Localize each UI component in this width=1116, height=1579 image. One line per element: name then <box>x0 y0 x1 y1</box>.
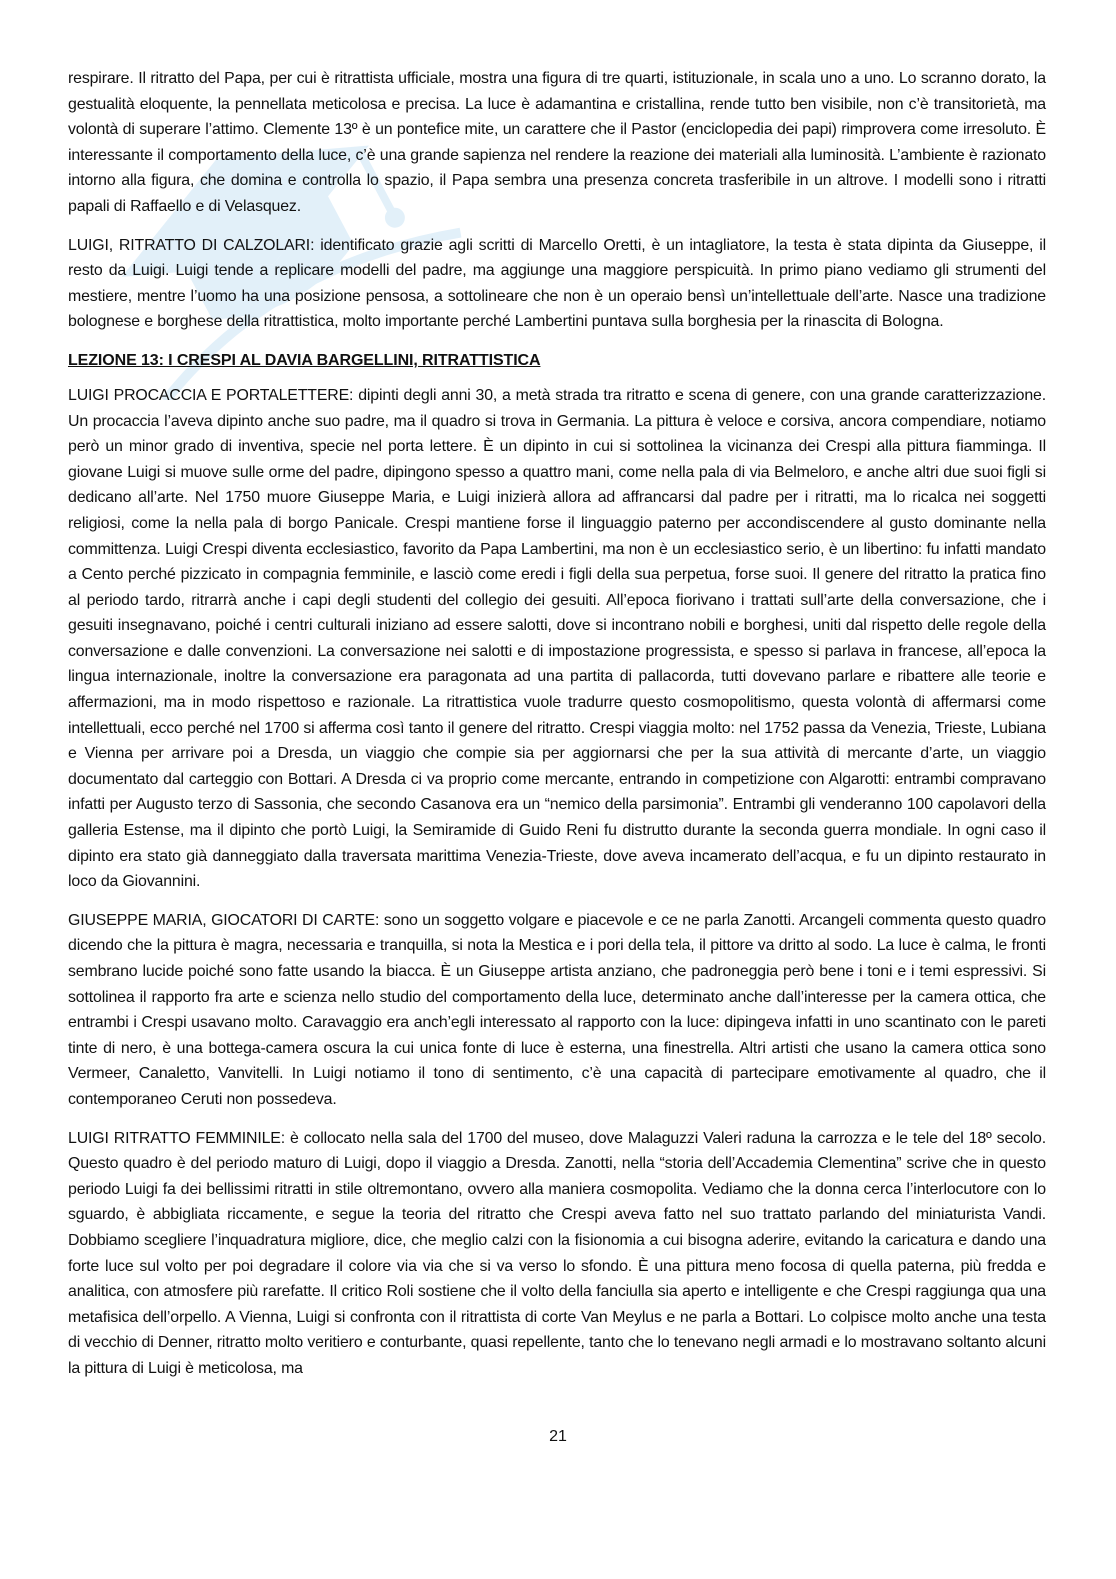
paragraph-procaccia-portalettere: LUIGI PROCACCIA E PORTALETTERE: dipinti degli anni 30, a metà strada tra ritratto e scena di genere, con una grande caratterizzazione. Un procaccia l’aveva dipinto anche suo padre, ma il quadro si trova in Germania. La pittura è veloce e corsiva, ancora compendiare, notiamo però un minor grado di inventiva, specie nel porta lettere. È un dipinto in cui si sottolinea la vicinanza dei Crespi alla pittura fiamminga. Il giovane Luigi si muove sulle orme del padre, dipingono spesso a quattro mani, come nella pala di via Belmeloro, e anche altri due suoi figli si dedicano all’arte. Nel 1750 muore Giuseppe Maria, e Luigi inizierà allora ad affrancarsi dal padre per i ritratti, ma lo ricalca nei soggetti religiosi, come la nella pala di borgo Panicale. Crespi mantiene forse il linguaggio paterno per accondiscendere al gusto dominante nella committenza. Luigi Crespi diventa ecclesiastico, favorito da Papa Lambertini, ma non è un ecclesiastico serio, è un libertino: fu infatti mandato a Cento perché pizzicato in compagnia femminile, e lasciò come eredi i figli della sua perpetua, forse suoi. Il genere del ritratto la pratica fino al periodo tardo, ritrarrà anche i capi degli studenti del collegio dei gesuiti. All’epoca fiorivano i trattati sull’arte della conversazione, che i gesuiti insegnavano, poiché i centri culturali iniziano ad essere salotti, dove si incontrano nobili e borghesi, uniti dal rispetto delle regole della conversazione e dalle convenzioni. La conversazione nei salotti e di impostazione progressista, e spesso si parlava in francese, all’epoca la lingua internazionale, inoltre la conversazione era paragonata ad una partita di pallacorda, tutti dovevano parlare e ribattere alle teorie e affermazioni, ma in modo rispettoso e razionale. La ritrattistica vuole tradurre questo cosmopolitismo, questa volontà di affermarsi come intellettuali, ecco perché nel 1700 si afferma così tanto il genere del ritratto. Crespi viaggia molto: nel 1752 passa da Venezia, Trieste, Lubiana e Vienna per arrivare poi a Dresda, un viaggio che compie sia per aggiornarsi che per la sua attività di mercante d’arte, un viaggio documentato dal carteggio con Bottari. A Dresda ci va proprio come mercante, entrando in competizione con Algarotti: entrambi compravano infatti per Augusto terzo di Sassonia, che secondo Casanova era un “nemico della parsimonia”. Entrambi gli venderanno 100 capolavori della galleria Estense, ma il dipinto che portò Luigi, la Semiramide di Guido Reni fu distrutto durante la seconda guerra mondiale. In ogni caso il dipinto era stato già danneggiato dalla traversata marittima Venezia-Trieste, dove aveva incamerato dell’acqua, e fu un dipinto restaurato in loco da Giovannini. <box>68 386 1046 891</box>
paragraph-ritratto-calzolari: LUIGI, RITRATTO DI CALZOLARI: identificato grazie agli scritti di Marcello Oretti, è un intagliatore, la testa è stata dipinta da Giuseppe, il resto da Luigi. Luigi tende a replicare modelli del padre, ma aggiunge una maggiore perspicuità. In primo piano vediamo gli strumenti del mestiere, mentre l’uomo ha una posizione pensosa, a sottolineare che non è un operaio bensì un’intellettuale dell’arte. Nasce una tradizione bolognese e borghese della ritrattistica, molto importante perché Lambertini puntava sulla borghesia per la rinascita di Bologna. <box>68 236 1046 331</box>
paragraph-ritratto-femminile: LUIGI RITRATTO FEMMINILE: è collocato nella sala del 1700 del museo, dove Malaguzzi Valeri raduna la carrozza e le tele del 18º secolo. Questo quadro è del periodo maturo di Luigi, dopo il viaggio a Dresda. Zanotti, nella “storia dell’Accademia Clementina” scrive che in questo periodo Luigi fa dei bellissimi ritratti in stile oltremontano, ovvero alla maniera cosmopolita. Vediamo che la donna cerca l’interlocutore con lo sguardo, è abbigliata riccamente, e segue la teoria del ritratto che Crespi aveva fatto nel suo trattato parlando del miniaturista Vandi. Dobbiamo scegliere l’inquadratura migliore, dice, che meglio calzi con la fisionomia a cui bisogna aderire, evitando la caricatura e dando una forte luce sul volto per poi degradare il colore via via che si va verso lo sfondo. È una pittura meno focosa di quella paterna, più fredda e analitica, con atmosfere più rarefatte. Il critico Roli sostiene che il volto della fanciulla sia aperto e intelligente e che Crespi raggiunga qua una metafisica dell’orpello. A Vienna, Luigi si confronta con il ritrattista di corte Van Meylus e ne parla a Bottari. Lo colpisce molto anche una testa di vecchio di Denner, ritratto molto veritiero e conturbante, quasi repellente, tanto che lo tenevano negli armadi e lo mostravano soltanto alcuni la pittura di Luigi è meticolosa, ma <box>68 1129 1046 1377</box>
paragraph-ritratto-papa: respirare. Il ritratto del Papa, per cui è ritrattista ufficiale, mostra una figura di tre quarti, istituzionale, in scala uno a uno. Lo scranno dorato, la gestualità eloquente, la pennellata meticolosa e precisa. La luce è adamantina e cristallina, rende tutto ben visibile, non c’è transitorietà, ma volontà di superare l’attimo. Clemente 13º è un pontefice mite, un carattere che il Pastor (enciclopedia dei papi) rimprovera come irresoluto. È interessante il comportamento della luce, c’è una grande sapienza nel rendere la reazione dei materiali alla luminosità. L’ambiente è razionato intorno alla figura, che domina e controlla lo spazio, il Papa sembra una presenza concreta trasferibile in un altrove. I modelli sono i ritratti papali di Raffaello e di Velasquez. <box>68 70 1046 215</box>
paragraph-giocatori-di-carte: GIUSEPPE MARIA, GIOCATORI DI CARTE: sono un soggetto volgare e piacevole e ce ne parla Zanotti. Arcangeli commenta questo quadro dicendo che la pittura è magra, necessaria e tranquilla, si nota la Mestica e i pori della tela, il pittore va dritto al sodo. La luce è calma, le fronti sembrano lucide poiché sono fatte usando la biacca. È un Giuseppe artista anziano, che padroneggia però bene i toni e i temi espressivi. Si sottolinea il rapporto fra arte e scienza nello studio del comportamento della luce, determinato anche dall’interesse per la camera ottica, che entrambi i Crespi usavano molto. Caravaggio era anch’egli interessato al rapporto con la luce: dipingeva infatti in uno scantinato con le pareti tinte di nero, è una bottega-camera oscura la cui unica fonte di luce è esterna, una finestrella. Altri artisti che usano la camera ottica sono Vermeer, Canaletto, Vanvitelli. In Luigi notiamo il tono di sentimento, c’è una capacità di partecipare emotivamente al quadro, che il contemporaneo Ceruti non possedeva. <box>68 911 1046 1108</box>
page-number: 21 <box>549 1428 567 1445</box>
section-heading: LEZIONE 13: I CRESPI AL DAVIA BARGELLINI, RITRATTISTICA <box>68 351 541 369</box>
document-page <box>68 66 1046 1395</box>
